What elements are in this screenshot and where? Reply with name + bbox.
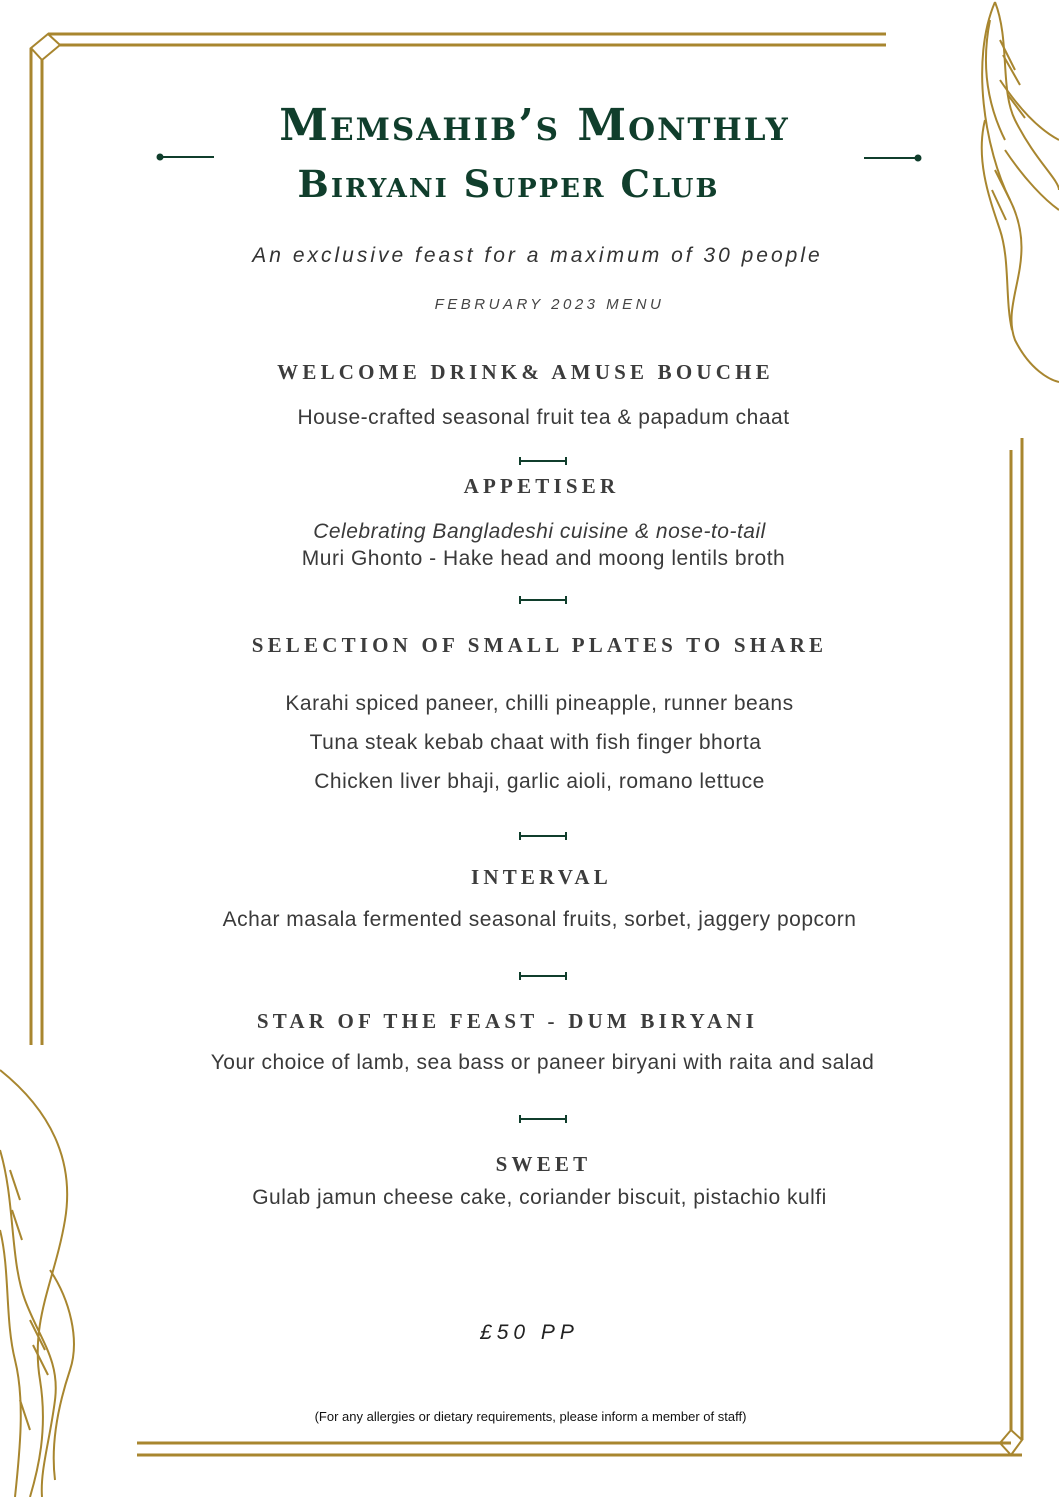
menu-item: Gulab jamun cheese cake, coriander biscuit, pistachio kulfi xyxy=(252,1186,827,1209)
page-title-line2: Biryani Supper Club xyxy=(297,162,720,206)
section-heading-interval: INTERVAL xyxy=(470,865,612,889)
section-heading-welcome: WELCOME DRINK& AMUSE BOUCHE xyxy=(277,360,774,384)
section-heading-appetiser: APPETISER xyxy=(463,474,620,498)
price: £50 PP xyxy=(480,1321,579,1344)
tagline: An exclusive feast for a maximum of 30 people xyxy=(252,244,823,267)
allergy-note: (For any allergies or dietary requirements, please inform a member of staff) xyxy=(314,1409,747,1424)
menu-item: Tuna steak kebab chaat with fish finger bhorta xyxy=(309,731,762,754)
menu-item: Your choice of lamb, sea bass or paneer biryani with raita and salad xyxy=(210,1051,875,1074)
section-heading-small-plates: SELECTION OF SMALL PLATES TO SHARE xyxy=(251,633,828,657)
menu-item: Karahi spiced paneer, chilli pineapple, runner beans xyxy=(285,692,794,715)
menu-month: FEBRUARY 2023 MENU xyxy=(434,296,665,313)
menu-item: Chicken liver bhaji, garlic aioli, romano lettuce xyxy=(314,770,765,793)
menu-item: Achar masala fermented seasonal fruits, sorbet, jaggery popcorn xyxy=(222,908,857,931)
menu-item: Celebrating Bangladeshi cuisine & nose-to-tail xyxy=(313,520,766,543)
section-heading-sweet: SWEET xyxy=(495,1152,592,1176)
menu-item: Muri Ghonto - Hake head and moong lentils broth xyxy=(301,547,786,570)
menu-item: House-crafted seasonal fruit tea & papadum chaat xyxy=(297,406,790,429)
section-heading-biryani: STAR OF THE FEAST - DUM BIRYANI xyxy=(256,1009,759,1033)
page-title-line1: Memsahib’s Monthly xyxy=(279,100,790,151)
